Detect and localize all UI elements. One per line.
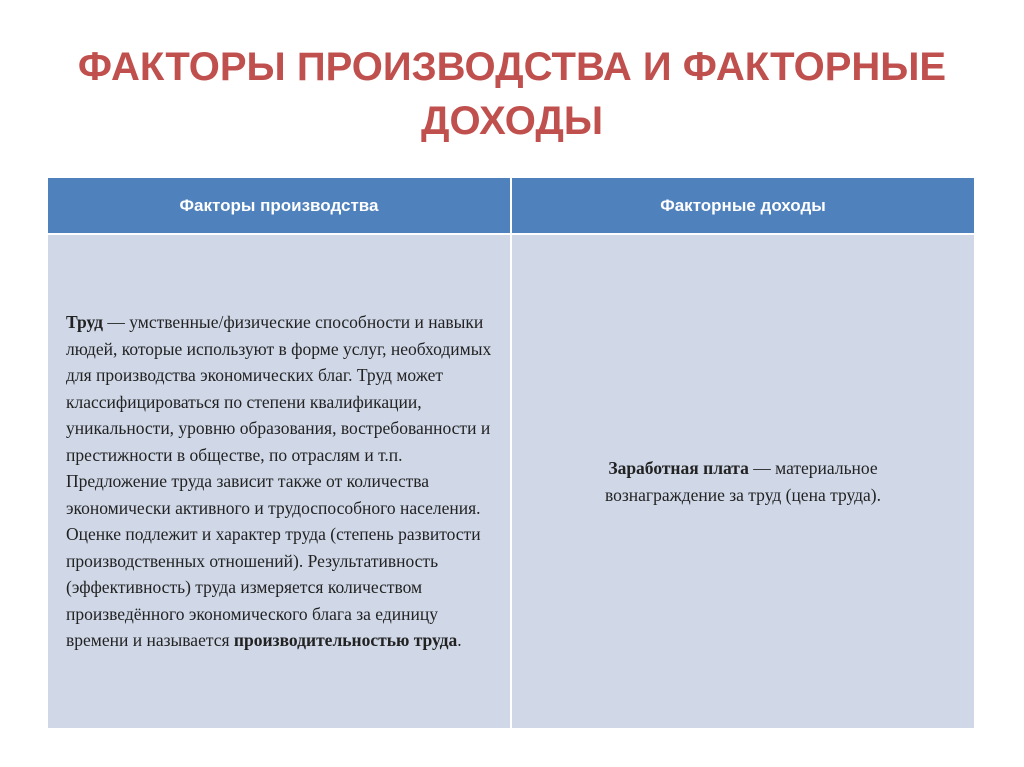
title-line-2: ДОХОДЫ [421, 99, 603, 143]
labor-text-end: . [457, 630, 462, 651]
term-wage: Заработная плата [608, 458, 749, 478]
title-line-1: ФАКТОРЫ ПРОИЗВОДСТВА И ФАКТОРНЫЕ [77, 45, 947, 89]
table-row [48, 234, 974, 728]
term-productivity: производительностью труда [233, 630, 458, 651]
header-factor-incomes: Факторные доходы [511, 178, 974, 234]
labor-text: — умственные/физические способности и навыки людей, которые используют в форме услуг, необходимых для производства экономических благ. Труд может классифицироваться по степени квалификации, уникальности, уровню образования, востребованности и престижности в обществе, по отраслям и т.п. Предложение труда зависит также от количества экономически активного и трудоспособного населения. Оценке подлежит и характер труда (степень развитости производственных отношений). Результативность (эффективность) труда измеряется количеством произведённого экономического блага за единицу времени и называется [66, 312, 492, 651]
header-production-factors: Факторы производства [48, 178, 511, 234]
slide-title [40, 40, 984, 148]
cell-labor-description [48, 234, 511, 728]
wage-text: — материальное вознаграждение за труд (цена труда). [604, 458, 881, 505]
table-header-row [48, 178, 974, 234]
cell-wage-description [511, 234, 974, 728]
term-labor: Труд [66, 312, 104, 333]
factors-income-table [48, 178, 974, 728]
